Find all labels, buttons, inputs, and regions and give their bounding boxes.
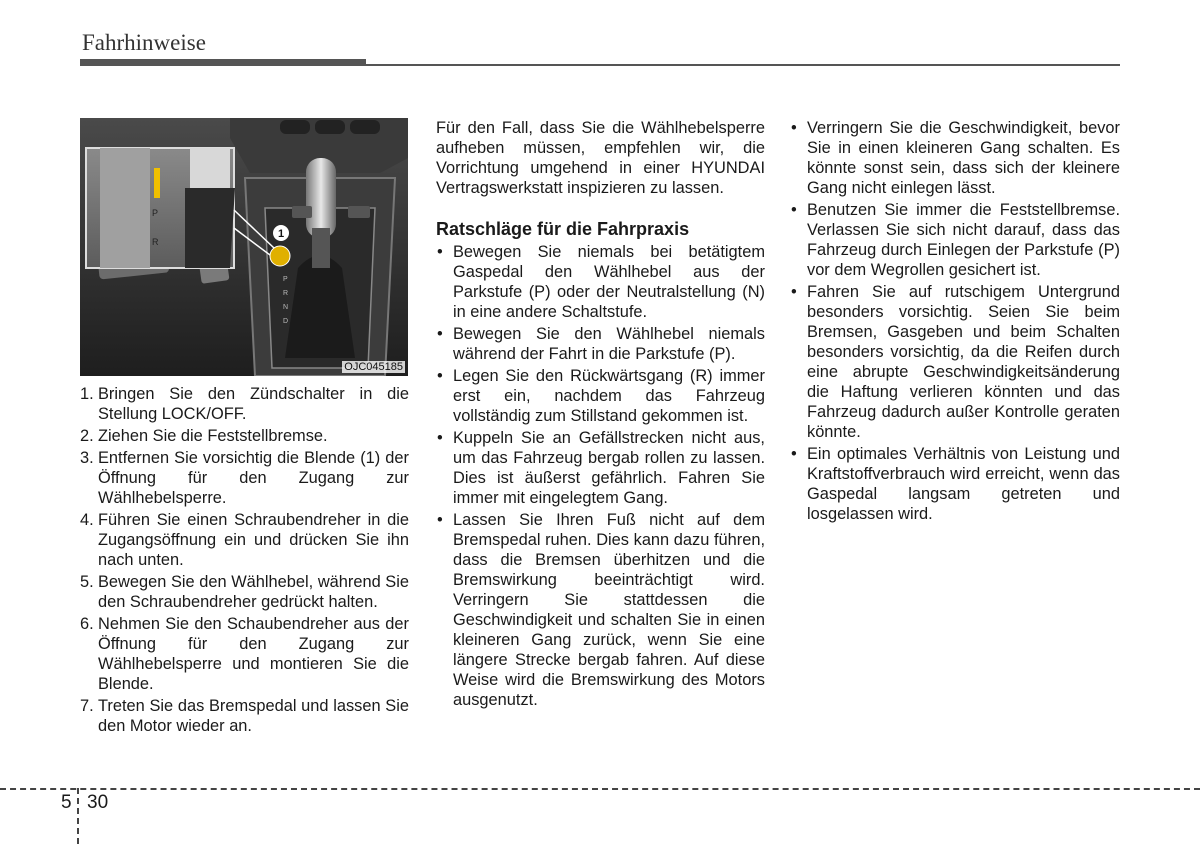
bullet-dot: • [791, 119, 797, 137]
step-number: 1. [80, 385, 94, 403]
step-item [80, 614, 409, 694]
header-rule-thick [80, 59, 366, 66]
step-item [80, 696, 409, 736]
step-text: Bewegen Sie den Wählhebel, während Sie den Schraubendreher gedrückt halten. [98, 573, 409, 611]
bullet-text: Bewegen Sie niemals bei betätigtem Gaspedal den Wählhebel aus der Parkstufe (P) oder der Neutralstellung (N) in eine andere Schaltstufe. [453, 243, 765, 321]
driving-tips-list-continued [790, 118, 1120, 524]
header-rule-thin [366, 64, 1120, 66]
bullet-text: Lassen Sie Ihren Fuß nicht auf dem Bremspedal ruhen. Dies kann dazu führen, dass die Bremsen überhitzen und die Bremswirkung beeinträchtigt wird. Verringern Sie stattdessen die Geschwindigkeit und schalten Sie in einen kleineren Gang zurück, wenn Sie eine längere Strecke bergab fahren. Auf diese Weise wird die Bremswirkung des Motors ausgenutzt. [453, 511, 765, 709]
step-text: Bringen Sie den Zündschalter in die Stellung LOCK/OFF. [98, 385, 409, 423]
step-number: 7. [80, 697, 94, 715]
gear-letter-n: N [283, 304, 289, 311]
bullet-dot: • [437, 367, 443, 385]
bullet-dot: • [791, 283, 797, 301]
bullet-dot: • [791, 201, 797, 219]
column-3 [790, 118, 1120, 526]
bullet-dot: • [437, 325, 443, 343]
shift-lock-release-illustration [80, 118, 408, 376]
bullet-text: Verringern Sie die Geschwindigkeit, bevor Sie in einen kleineren Gang schalten. Es könnte sonst sein, dass sich der kleinere Gang nicht einlegen lässt. [807, 119, 1120, 197]
bullet-item [790, 444, 1120, 524]
step-text: Nehmen Sie den Schaubendreher aus der Öffnung für den Zugang zur Wählhebelsperre und montieren Sie die Blende. [98, 615, 409, 693]
bullet-item [790, 200, 1120, 280]
bullet-dot: • [437, 429, 443, 447]
gear-letter-r: R [283, 290, 289, 297]
gear-letter-p: P [283, 276, 288, 283]
bullet-dot: • [437, 511, 443, 529]
step-item [80, 384, 409, 424]
bullet-item [436, 510, 765, 710]
bullet-text: Fahren Sie auf rutschigem Untergrund besonders vorsichtig. Seien Sie beim Bremsen, Gasgeben und beim Schalten besonders vorsichtig, da die Reifen durch eine abrupte Geschwindigkeitsänderung die Haftung verlieren könnten und das Fahrzeug dadurch außer Kontrolle geraten könnte. [807, 283, 1120, 441]
step-text: Entfernen Sie vorsichtig die Blende (1) der Öffnung für den Zugang zur Wählhebelsperre. [98, 449, 409, 507]
bullet-text: Kuppeln Sie an Gefällstrecken nicht aus, um das Fahrzeug bergab rollen zu lassen. Dies ist äußerst gefährlich. Fahren Sie immer mit eingelegtem Gang. [453, 429, 765, 507]
procedure-steps [80, 384, 409, 736]
step-text: Führen Sie einen Schraubendreher in die Zugangsöffnung ein und drücken Sie ihn nach unten. [98, 511, 409, 569]
bullet-item [790, 118, 1120, 198]
gear-letter-d: D [283, 318, 289, 325]
footer-dashed-divider [77, 788, 79, 844]
intro-paragraph: Für den Fall, dass Sie die Wählhebelsperre aufheben müssen, empfehlen wir, die Vorrichtung umgehend in einer HYUNDAI Vertragswerkstatt inspizieren zu lassen. [436, 119, 765, 197]
driving-tips-list [436, 242, 765, 710]
bullet-item [790, 282, 1120, 442]
step-item [80, 572, 409, 612]
step-item [80, 510, 409, 570]
step-number: 4. [80, 511, 94, 529]
step-text: Treten Sie das Bremspedal und lassen Sie den Motor wieder an. [98, 697, 409, 735]
inset-gear-letter-r: R [152, 237, 159, 247]
bullet-dot: • [437, 243, 443, 261]
bullet-item [436, 324, 765, 364]
step-number: 2. [80, 427, 94, 445]
figure-code: OJC045185 [344, 361, 403, 373]
step-number: 5. [80, 573, 94, 591]
inset-gear-letter-p: P [152, 208, 159, 218]
column-2 [436, 118, 765, 712]
console-photo-svg [80, 118, 408, 376]
bullet-item [436, 366, 765, 426]
bullet-dot: • [791, 445, 797, 463]
page-number: 30 [87, 792, 109, 813]
bullet-text: Bewegen Sie den Wählhebel niemals während der Fahrt in die Parkstufe (P). [453, 325, 765, 363]
page-header-title: Fahrhinweise [82, 30, 206, 55]
step-text: Ziehen Sie die Feststellbremse. [98, 427, 328, 445]
bullet-text: Benutzen Sie immer die Feststellbremse. Verlassen Sie sich nicht darauf, dass das Fahrzeug durch Einlegen der Parkstufe (P) vor dem Wegrollen gesichert ist. [807, 201, 1120, 279]
step-number: 3. [80, 449, 94, 467]
bullet-text: Legen Sie den Rückwärtsgang (R) immer erst ein, nachdem das Fahrzeug vollständig zum Stillstand gekommen ist. [453, 367, 765, 425]
step-number: 6. [80, 615, 94, 633]
bullet-text: Ein optimales Verhältnis von Leistung und Kraftstoffverbrauch wird erreicht, wenn das Gaspedal langsam getreten und losgelassen wird. [807, 445, 1120, 523]
column-1 [80, 384, 409, 738]
chapter-number: 5 [61, 792, 72, 813]
bullet-item [436, 242, 765, 322]
section-heading: Ratschläge für die Fahrpraxis [436, 219, 690, 239]
footer-dashed-rule [0, 788, 1200, 790]
bullet-item [436, 428, 765, 508]
callout-number: 1 [277, 228, 285, 240]
step-item [80, 448, 409, 508]
step-item [80, 426, 409, 446]
